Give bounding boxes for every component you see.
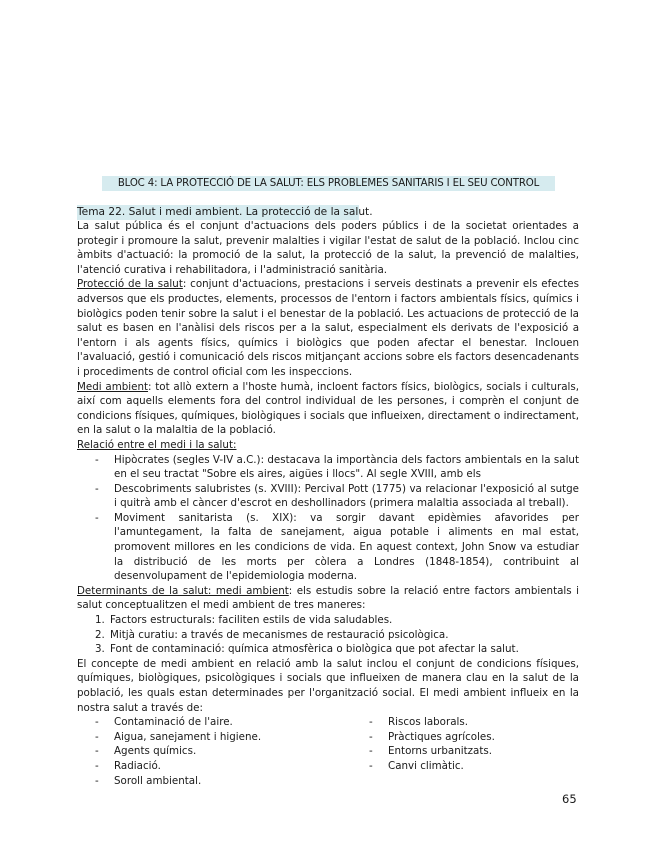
list-item: - Aigua, sanejament i higiene.	[77, 730, 351, 745]
list-number: 2.	[95, 628, 105, 641]
list-item	[77, 642, 579, 657]
determinants-text: : els estudis sobre la relació entre factors ambientals i salut conceptualitzen el medi ambient de tres maneres:	[77, 584, 579, 612]
determinants-term: Determinants de la salut: medi ambient	[77, 584, 289, 597]
list-text: Font de contaminació: química atmosfèrica o biològica que pot afectar la salut.	[110, 643, 519, 656]
intro-paragraph: La salut pública és el conjunt d'actuacions dels poders públics i de la societat orientades a protegir i promoure la salut, prevenir malalties i vigilar l'estat de salut de la població. Inclou cinc àmbits d'actuació: la promoció de la salut, la protecció de la salut, la prevenció de malalties, l'atenció curativa i rehabilitadora, i l'administració sanitària.	[77, 220, 579, 276]
list-number: 3.	[95, 643, 105, 656]
medi-paragraph	[77, 380, 579, 438]
list-number: 1.	[95, 614, 105, 627]
list-item	[77, 613, 579, 628]
list-item: - Riscos laborals.	[351, 715, 579, 730]
relacio-heading: Relació entre el medi i la salut:	[77, 438, 237, 451]
bloc-title: BLOC 4: LA PROTECCIÓ DE LA SALUT: ELS PROBLEMES SANITARIS I EL SEU CONTROL	[102, 176, 555, 191]
list-text: Mitjà curatiu: a través de mecanismes de restauració psicològica.	[110, 628, 449, 641]
proteccio-term: Protecció de la salut	[77, 278, 183, 291]
list-item: - Canvi climàtic.	[351, 759, 579, 774]
list-item: - Descobriments salubristes (s. XVIII): Percival Pott (1775) va relacionar l'exposició al sutge i quitrà amb el càncer d'escrot en deshollinadors (primera malaltia associada al treball).	[77, 482, 579, 511]
list-item: - Contaminació de l'aire.	[77, 715, 351, 730]
influences-list-right	[351, 715, 579, 788]
tema-title: Tema 22. Salut i medi ambient. La protecció de la salut.	[77, 206, 373, 218]
list-item: - Agents químics.	[77, 744, 351, 759]
list-item	[77, 628, 579, 643]
list-item: - Pràctiques agrícoles.	[351, 730, 579, 745]
proteccio-text: : conjunt d'actuacions, prestacions i serveis destinats a prevenir els efectes adversos que els productes, elements, processos de l'entorn i factors ambientals físics, químics i biològics poden tenir sobre la salut i el benestar de la població. Les actuacions de protecció de la salut es basen en l'anàlisi dels riscos per a la salut, especialment els derivats de l'exposició a l'entorn i als agents físics, químics i biològics que poden afectar el benestar. Inclouen l'avaluació, gestió i comunicació dels riscos mitjançant accions sobre els factors desencadenants i procediments de control oficial com les inspeccions.	[77, 278, 579, 378]
proteccio-paragraph	[77, 277, 579, 379]
list-item: - Hipòcrates (segles V-IV a.C.): destacava la importància dels factors ambientals en la salut en el seu tractat "Sobre els aires, aigües i llocs". Al segle XVIII, amb els	[77, 453, 579, 482]
concepte-paragraph: El concepte de medi ambient en relació amb la salut inclou el conjunt de condicions físiques, químiques, biològiques, psicològiques i socials que influeixen de manera clau en la salut de la població, les quals estan determinades per l'organització social. El medi ambient influeix en la nostra salut a través de:	[77, 657, 579, 714]
page-number: 65	[562, 792, 577, 806]
list-text: Factors estructurals: faciliten estils de vida saludables.	[110, 614, 393, 627]
list-item: - Entorns urbanitzats.	[351, 744, 579, 759]
influences-columns	[77, 715, 579, 788]
list-item: - Moviment sanitarista (s. XIX): va sorgir davant epidèmies afavorides per l'amuntegament, la falta de sanejament, aigua potable i aliments en mal estat, promovent millores en les condicions de vida. En aquest context, John Snow va estudiar la distribució de les morts per còlera a Londres (1848-1854), contribuint al desenvolupament de l'epidemiologia moderna.	[77, 511, 579, 584]
determinants-paragraph	[77, 584, 579, 613]
determinants-list	[77, 613, 579, 657]
list-item: - Radiació.	[77, 759, 351, 774]
list-item: - Soroll ambiental.	[77, 774, 351, 789]
medi-term: Medi ambient	[77, 380, 149, 393]
relacio-list	[77, 453, 579, 584]
document-body	[77, 219, 579, 788]
medi-text: : tot allò extern a l'hoste humà, incloent factors físics, biològics, socials i culturals, així com aquells elements fora del control individual de les persones, i comprèn el conjunt de condicions físiques, químiques, biològiques i socials que influeixen, directament o indirectament, en la salut o la malaltia de la població.	[77, 380, 580, 437]
influences-list-left	[77, 715, 351, 788]
